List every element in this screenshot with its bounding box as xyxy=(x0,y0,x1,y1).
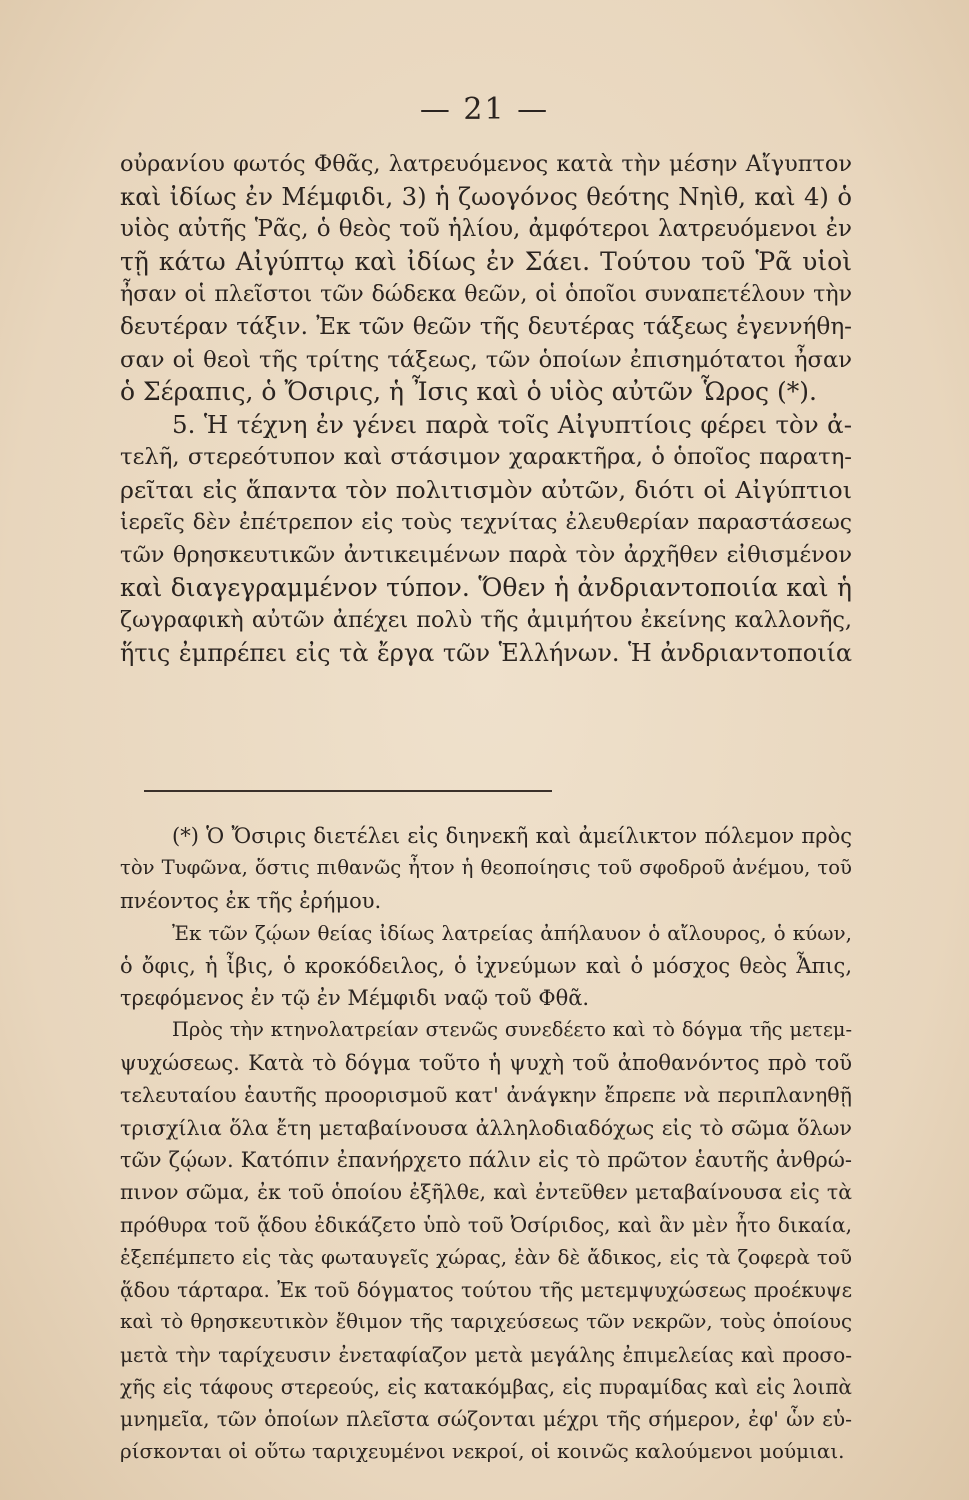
footnote-line: Ἐκ τῶν ζῴων θείας ἰδίως λατρείας ἀπήλαυον ὁ αἴλουρος, ὁ κύων, xyxy=(172,921,852,946)
footnote-text xyxy=(120,820,852,1468)
footnote-line: πινον σῶμα, ἐκ τοῦ ὁποίου ἐξῆλθε, καὶ ἐντεῦθεν μεταβαίνουσα εἰς τὰ xyxy=(120,1180,852,1205)
text-line: ἦσαν οἱ πλεῖστοι τῶν δώδεκα θεῶν, οἱ ὁποῖοι συναπετέλουν τὴν xyxy=(120,281,852,308)
footnote-line: (*) Ὁ Ὄσιρις διετέλει εἰς διηνεκῆ καὶ ἀμείλικτον πόλεμον πρὸς xyxy=(172,824,852,848)
text-line: δευτέραν τάξιν. Ἐκ τῶν θεῶν τῆς δευτέρας τάξεως ἐγεννήθη- xyxy=(120,313,852,340)
text-line: σαν οἱ θεοὶ τῆς τρίτης τάξεως, τῶν ὁποίων ἐπισημότατοι ἦσαν xyxy=(120,346,852,373)
text-line: 5. Ἡ τέχνη ἐν γένει παρὰ τοῖς Αἰγυπτίοις φέρει τὸν ἀ- xyxy=(172,409,852,439)
footnote-line: ρίσκονται οἱ οὕτω ταριχευμένοι νεκροί, οἱ κοινῶς καλούμενοι μούμιαι. xyxy=(120,1439,845,1463)
footnote-separator xyxy=(144,790,552,792)
text-line: ρεῖται εἰς ἅπαντα τὸν πολιτισμὸν αὐτῶν, διότι οἱ Αἰγύπτιοι xyxy=(120,475,852,504)
footnote-line: Πρὸς τὴν κτηνολατρείαν στενῶς συνεδέετο καὶ τὸ δόγμα τῆς μετεμ- xyxy=(172,1018,852,1042)
footnote-line: χῆς εἰς τάφους στερεούς, εἰς κατακόμβας, εἰς πυραμίδας καὶ εἰς λοιπὰ xyxy=(120,1374,852,1399)
text-line: ἱερεῖς δὲν ἐπέτρεπον εἰς τοὺς τεχνίτας ἐλευθερίαν παραστάσεως xyxy=(120,509,852,535)
footnote-line: τρεφόμενος ἐν τῷ ἐν Μέμφιδι ναῷ τοῦ Φθᾶ. xyxy=(120,986,590,1011)
footnote-line: τῶν ζῴων. Κατόπιν ἐπανήρχετο πάλιν εἰς τὸ πρῶτον ἑαυτῆς ἀνθρώ- xyxy=(120,1148,852,1173)
text-line: καὶ διαγεγραμμένον τύπον. Ὅθεν ἡ ἀνδριαντοποιία καὶ ἡ xyxy=(120,572,852,602)
text-line: οὐρανίου φωτός Φθᾶς, λατρευόμενος κατὰ τὴν μέσην Αἴγυπτον xyxy=(120,151,852,177)
footnote-line: πνέοντος ἐκ τῆς ἐρήμου. xyxy=(120,888,382,913)
main-text xyxy=(120,148,852,670)
footnote-line: ὁ ὄφις, ἡ ἶβις, ὁ κροκόδειλος, ὁ ἰχνεύμων καὶ ὁ μόσχος θεὸς Ἆπις, xyxy=(120,953,852,978)
footnote-line: ψυχώσεως. Κατὰ τὸ δόγμα τοῦτο ἡ ψυχὴ τοῦ ἀποθανόντος πρὸ τοῦ xyxy=(120,1050,852,1075)
text-line: τῶν θρησκευτικῶν ἀντικειμένων παρὰ τὸν ἀρχῆθεν εἰθισμένον xyxy=(120,542,852,569)
text-line: καὶ ἰδίως ἐν Μέμφιδι, 3) ἡ ζωογόνος θεότης Νηὶθ, καὶ 4) ὁ xyxy=(120,181,852,211)
footnote-line: καὶ τὸ θρησκευτικὸν ἔθιμον τῆς ταριχεύσεως τῶν νεκρῶν, τοὺς ὁποίους xyxy=(120,1310,852,1334)
footnote-line: τρισχίλια ὅλα ἔτη μεταβαίνουσα ἀλληλοδιαδόχως εἰς τὸ σῶμα ὅλων xyxy=(120,1115,852,1140)
footnote-line: ᾅδου τάρταρα. Ἐκ τοῦ δόγματος τούτου τῆς μετεμψυχώσεως προέκυψε xyxy=(120,1277,852,1302)
footnote-line: μνημεῖα, τῶν ὁποίων πλεῖστα σώζονται μέχρι τῆς σήμερον, ἐφ' ὧν εὑ- xyxy=(120,1407,852,1432)
footnote-line: τελευταίου ἑαυτῆς προορισμοῦ κατ' ἀνάγκην ἔπρεπε νὰ περιπλανηθῇ xyxy=(120,1083,852,1108)
text-line: τῇ κάτω Αἰγύπτῳ καὶ ἰδίως ἐν Σάει. Τούτου τοῦ Ῥᾶ υἱοὶ xyxy=(120,246,852,276)
text-line: τελῆ, στερεότυπον καὶ στάσιμον χαρακτῆρα, ὁ ὁποῖος παρατη- xyxy=(120,444,852,471)
footnote-line: πρόθυρα τοῦ ᾅδου ἐδικάζετο ὑπὸ τοῦ Ὀσίριδος, καὶ ἂν μὲν ἦτο δικαία, xyxy=(120,1212,852,1237)
text-line: υἱὸς αὐτῆς Ῥᾶς, ὁ θεὸς τοῦ ἡλίου, ἀμφότεροι λατρευόμενοι ἐν xyxy=(120,216,852,243)
footnote-line: ἐξεπέμπετο εἰς τὰς φωταυγεῖς χώρας, ἐὰν δὲ ἄδικος, εἰς τὰ ζοφερὰ τοῦ xyxy=(120,1245,852,1270)
text-line: ὁ Σέραπις, ὁ Ὄσιρις, ἡ Ἶσις καὶ ὁ υἱὸς αὐτῶν Ὧρος (*). xyxy=(120,377,817,407)
footnote-line: τὸν Τυφῶνα, ὅστις πιθανῶς ἦτον ἡ θεοποίησις τοῦ σφοδροῦ ἀνέμου, τοῦ xyxy=(120,856,852,880)
footnote-line: μετὰ τὴν ταρίχευσιν ἐνεταφίαζον μετὰ μεγάλης ἐπιμελείας καὶ προσο- xyxy=(120,1342,852,1367)
page-number: — 21 — xyxy=(419,92,550,127)
text-line: ζωγραφικὴ αὐτῶν ἀπέχει πολὺ τῆς ἀμιμήτου ἐκείνης καλλονῆς, xyxy=(120,607,852,634)
text-line: ἥτις ἐμπρέπει εἰς τὰ ἔργα τῶν Ἑλλήνων. Ἡ ἀνδριαντοποιία xyxy=(120,638,852,667)
